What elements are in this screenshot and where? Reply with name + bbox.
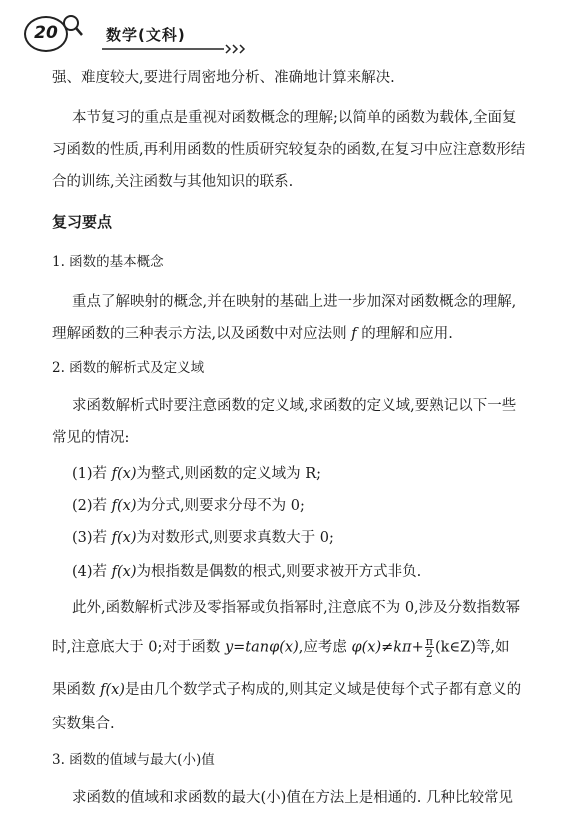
text-line: 此外,函数解析式涉及零指幂或负指幂时,注意底不为 0,涉及分数指数幂 bbox=[72, 600, 521, 616]
list-item: (3)若 f(x)为对数形式,则要求真数大于 0; bbox=[72, 530, 334, 546]
text-line: 强、难度较大,要进行周密地分析、准确地计算来解决. bbox=[52, 70, 395, 86]
list-item: (1)若 f(x)为整式,则函数的定义域为 R; bbox=[72, 466, 322, 482]
text-line: 理解函数的三种表示方法,以及函数中对应法则 f 的理解和应用. bbox=[52, 326, 453, 342]
text-line: 求函数的值域和求函数的最大(小)值在方法上是相通的. 几种比较常见 bbox=[72, 790, 514, 806]
text-line: 习函数的性质,再利用函数的性质研究较复杂的函数,在复习中应注意数形结 bbox=[52, 142, 526, 158]
subsection-title: 2. 函数的解析式及定义域 bbox=[52, 360, 205, 376]
header-arrow-rule bbox=[102, 44, 252, 54]
text-line: 实数集合. bbox=[52, 716, 115, 732]
section-heading: 复习要点 bbox=[52, 213, 113, 231]
header-title: 数学(文科) bbox=[106, 26, 186, 44]
text-line: 时,注意底大于 0;对于函数 y=tanφ(x),应考虑 φ(x)≠kπ+ $\frac{\pi}{2}$ (k∈Z)等,如 bbox=[52, 635, 510, 660]
text-line: 果函数 f(x)是由几个数学式子构成的,则其定义域是使每个式子都有意义的 bbox=[52, 682, 522, 698]
text-line: 重点了解映射的概念,并在映射的基础上进一步加深对函数概念的理解, bbox=[72, 294, 517, 310]
page-header bbox=[20, 10, 280, 58]
text-line: 求函数解析式时要注意函数的定义域,求函数的定义域,要熟记以下一些 bbox=[72, 398, 517, 414]
list-item: (2)若 f(x)为分式,则要求分母不为 0; bbox=[72, 498, 305, 514]
subsection-title: 3. 函数的值域与最大(小)值 bbox=[52, 752, 215, 768]
list-item: (4)若 f(x)为根指数是偶数的根式,则要求被开方式非负. bbox=[72, 564, 422, 580]
text-line: 合的训练,关注函数与其他知识的联系. bbox=[52, 174, 294, 190]
text-line: 本节复习的重点是重视对函数概念的理解;以简单的函数为载体,全面复 bbox=[72, 110, 517, 126]
magnifier-icon bbox=[54, 12, 84, 38]
fraction-pi-over-2: $\frac{\pi}{2}$ bbox=[425, 635, 433, 660]
text-line: 常见的情况: bbox=[52, 430, 130, 446]
subsection-title: 1. 函数的基本概念 bbox=[52, 254, 164, 270]
page-number: 20 bbox=[34, 23, 58, 43]
